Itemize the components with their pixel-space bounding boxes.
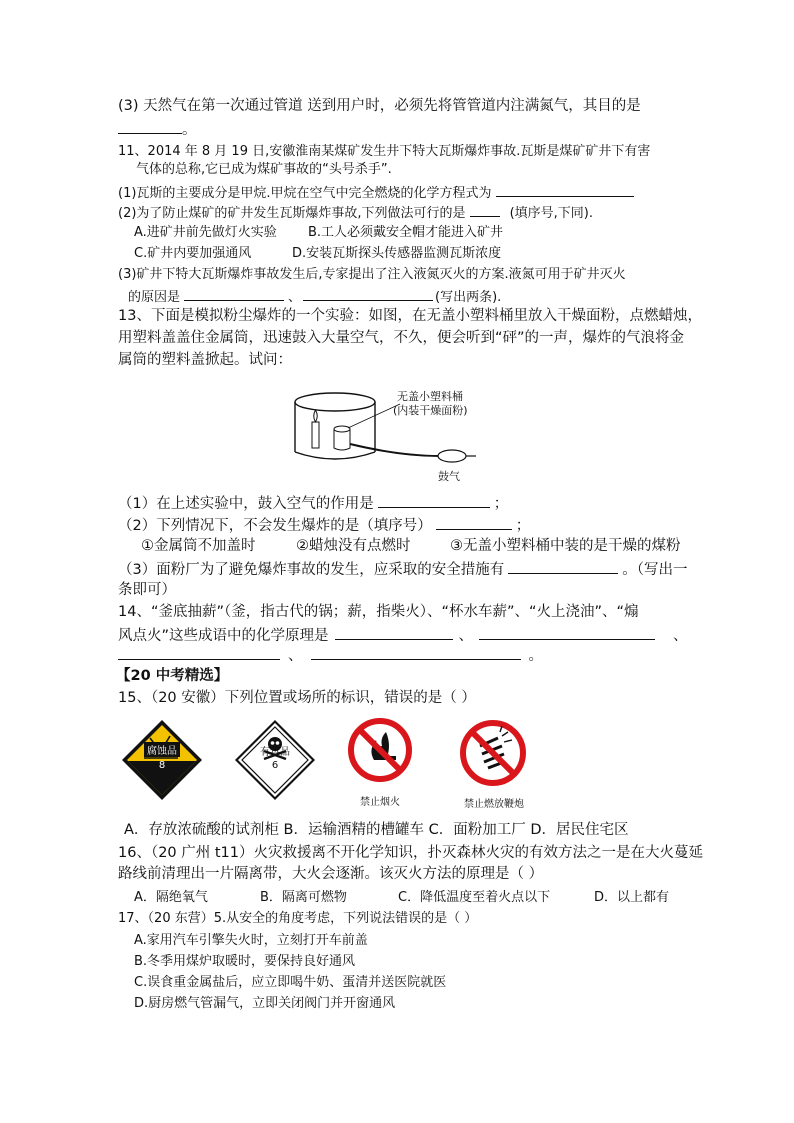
- q17-option-a: A.家用汽车引擎失火时，立刻打开车前盖: [134, 933, 368, 948]
- q16-line2: 路线前清理出一片隔离带，大火会逐渐。该灭火方法的原理是（ ）: [118, 866, 544, 882]
- answer-blank: [184, 287, 284, 301]
- q11-part3: (3)矿井下特大瓦斯爆炸事故发生后,专家提出了注入液氮灭火的方案.液氮可用于矿井灭火: [118, 267, 626, 282]
- q16-line1: 16、（20 广州 t11）火灾救援离不开化学知识，扑灭森林火灾的有效方法之一是在大火蔓延: [118, 845, 704, 861]
- q13-part3-cont: 条即可）: [118, 582, 176, 598]
- q17-option-c: C.误食重金属盐后，应立即喝牛奶、蛋清并送医院就医: [134, 975, 447, 990]
- q11-part2: (2)为了防止煤矿的矿井发生瓦斯爆炸事故,下列做法可行的是 (填序号,下同).: [118, 203, 593, 222]
- q11-option-b: B.工人必须戴安全帽才能进入矿井: [308, 225, 504, 240]
- answer-blank: [436, 516, 512, 530]
- no-firecrackers-sign: [458, 718, 528, 788]
- toxic-sign-number: 6: [271, 760, 279, 771]
- q10-part3-line2: 。: [118, 120, 197, 139]
- answer-blank: [118, 646, 280, 660]
- figure-label-air: 鼓气: [438, 470, 460, 483]
- section-title: 【20 中考精选】: [116, 668, 229, 684]
- q11-part3-cont: 的原因是 、 (写出两条).: [128, 287, 501, 306]
- no-firecrackers-caption: 禁止燃放鞭炮: [464, 799, 524, 810]
- figure-label-bucket: 无盖小塑料桶: [397, 390, 463, 403]
- corrosive-sign-text: 腐蚀品: [144, 742, 180, 757]
- q14-line3: 、 。: [118, 646, 543, 665]
- q13-part2: （2）下列情况下，不会发生爆炸的是（填序号） ；: [118, 518, 531, 534]
- q13-intro-cont: 用塑料盖盖住金属筒，迅速鼓入大量空气，不久，便会听到“砰”的一声，爆炸的气浪将金: [118, 330, 685, 346]
- figure-label-flour: (内装干燥面粉): [393, 404, 468, 417]
- q16-option-c: C．降低温度至着火点以下: [398, 890, 551, 905]
- q14-line1: 14、“釜底抽薪”（釜，指古代的锅；薪，指柴火）、“杯水车薪”、“火上浇油”、“煽: [118, 604, 639, 620]
- q17-option-b: B.冬季用煤炉取暖时，要保持良好通风: [134, 954, 356, 969]
- q13-intro-cont2: 属筒的塑料盖掀起。试问：: [118, 352, 292, 368]
- corrosive-sign-number: 8: [158, 760, 166, 771]
- q16-option-d: D．以上都有: [594, 890, 670, 905]
- q17-stem: 17、（20 东营）5.从安全的角度考虑，下列说法错误的是（ ）: [118, 911, 478, 926]
- dust-explosion-apparatus-figure: [280, 382, 510, 482]
- q10-part3-line1: (3) 天然气在第一次通过管道 送到用户时，必须先将管管道内注满氮气，其目的是: [118, 98, 641, 114]
- answer-blank: [118, 120, 182, 134]
- q11-option-d: D.安装瓦斯探头传感器监测瓦斯浓度: [292, 246, 502, 261]
- q13-part1: （1）在上述实验中，鼓入空气的作用是 ；: [118, 496, 509, 512]
- q11-part1: (1)瓦斯的主要成分是甲烷.甲烷在空气中完全燃烧的化学方程式为: [118, 183, 634, 202]
- q11-intro-cont: 气体的总称,它已成为煤矿事故的“头号杀手”.: [136, 162, 392, 177]
- answer-blank: [479, 626, 655, 640]
- q13-option-2: ②蜡烛没有点燃时: [296, 538, 411, 554]
- q11-intro: 11、2014 年 8 月 19 日,安徽淮南某煤矿发生井下特大瓦斯爆炸事故.瓦斯是煤矿矿井下有害: [118, 144, 651, 159]
- answer-blank: [470, 203, 500, 217]
- answer-blank: [496, 183, 634, 197]
- q15-options: A．存放浓硫酸的试剂柜 B．运输酒精的槽罐车 C．面粉加工厂 D．居民住宅区: [124, 822, 629, 838]
- q14-line2: 风点火”这些成语中的化学原理是 、 、: [118, 628, 688, 644]
- q17-option-d: D.厨房燃气管漏气，立即关闭阀门并开窗通风: [134, 996, 396, 1011]
- answer-blank: [335, 626, 453, 640]
- q16-option-b: B．隔离可燃物: [260, 890, 347, 905]
- no-fire-sign: [346, 716, 414, 788]
- q13-part3: （3）面粉厂为了避免爆炸事故的发生，应采取的安全措施有 。（写出一: [118, 562, 688, 578]
- q13-option-1: ①金属筒不加盖时: [141, 538, 256, 554]
- q13-option-3: ③无盖小塑料桶中装的是干燥的煤粉: [450, 538, 681, 554]
- answer-blank: [311, 646, 521, 660]
- q11-option-c: C.矿井内要加强通风: [134, 246, 252, 261]
- answer-blank: [378, 494, 490, 508]
- toxic-sign-text: 有毒品: [260, 747, 290, 758]
- no-fire-caption: 禁止烟火: [360, 797, 400, 808]
- q16-option-a: A．隔绝氧气: [134, 890, 208, 905]
- q13-intro: 13、下面是模拟粉尘爆炸的一个实验：如图，在无盖小塑料桶里放入干燥面粉，点燃蜡烛，: [118, 308, 702, 324]
- answer-blank: [508, 560, 618, 574]
- answer-blank: [303, 287, 433, 301]
- q15-stem: 15、（20 安徽）下列位置或场所的标识，错误的是（ ）: [118, 690, 476, 706]
- q11-option-a: A.进矿井前先做灯火实验: [134, 225, 277, 240]
